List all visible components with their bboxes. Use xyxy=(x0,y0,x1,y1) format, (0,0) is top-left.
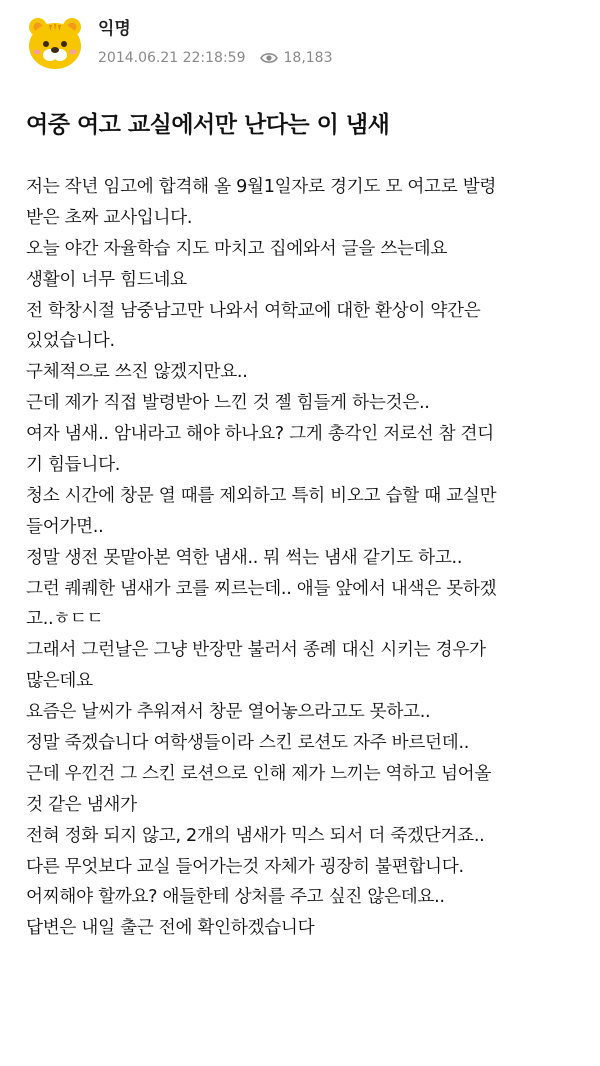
post-body-line: 답변은 내일 출근 전에 확인하겠습니다 xyxy=(26,918,315,939)
post-title: 여중 여고 교실에서만 난다는 이 냄새 xyxy=(26,112,390,138)
post-body-line: 있었습니다. xyxy=(26,331,115,352)
post-body-line: 다른 무엇보다 교실 들어가는것 자체가 굉장히 불편합니다. xyxy=(26,856,464,877)
post-body-line: 청소 시간에 창문 열 때를 제외하고 특히 비오고 습할 때 교실만 xyxy=(26,485,497,506)
post-body-line: 기 힘듭니다. xyxy=(26,455,121,476)
post-body-line: 정말 죽겠습니다 여학생들이라 스킨 로션도 자주 바르던데.. xyxy=(26,733,470,754)
eye-icon xyxy=(260,52,278,64)
post-body-line: 저는 작년 임고에 합격해 올 9월1일자로 경기도 모 여고로 발령 xyxy=(26,177,497,197)
post-body-line: 생활이 너무 힘드네요 xyxy=(26,269,187,290)
post-header xyxy=(26,8,586,78)
post-body-line: 어찌해야 할까요? 애들한테 상처를 주고 싶진 않은데요.. xyxy=(26,887,445,908)
post-body-line: 그래서 그런날은 그냥 반장만 불러서 종례 대신 시키는 경우가 xyxy=(26,640,486,661)
post-body-line: 그런 퀘퀘한 냄새가 코를 찌르는데.. 애들 앞에서 내색은 못하겠 xyxy=(26,578,497,599)
post-body-line: 들어가면.. xyxy=(26,516,104,537)
post-body-line: 근데 우낀건 그 스킨 로션으로 인해 제가 느끼는 역하고 넘어올 xyxy=(26,763,492,784)
post-body-line: 근데 제가 직접 발령받아 느낀 것 젤 힘들게 하는것은.. xyxy=(26,393,430,414)
post-body-line: 전혀 정화 되지 않고, 2개의 냄새가 믹스 되서 더 죽겠단거죠.. xyxy=(26,825,485,846)
post-body-line: 오늘 야간 자율학습 지도 마치고 집에와서 글을 쓰는데요 xyxy=(26,238,448,259)
post-body-line: 요즘은 날씨가 추워져서 창문 열어놓으라고도 못하고.. xyxy=(26,702,431,723)
post-body-line: 것 같은 냄새가 xyxy=(26,794,137,815)
post-body-line: 정말 생전 못맡아본 역한 냄새.. 뭐 썩는 냄새 같기도 하고.. xyxy=(26,547,463,568)
post-body-line: 받은 초짜 교사입니다. xyxy=(26,207,193,228)
post-body-line: 고..ㅎㄷㄷ xyxy=(26,609,104,630)
post-meta xyxy=(98,50,333,66)
post-body xyxy=(26,172,586,944)
tiger-face-icon[interactable] xyxy=(26,14,84,72)
post-body-line: 여자 냄새.. 암내라고 해야 하나요? 그게 총각인 저로선 참 견디 xyxy=(26,424,494,445)
post-body-line: 구체적으로 쓰진 않겠지만요.. xyxy=(26,362,248,383)
post-date: 2014.06.21 22:18:59 xyxy=(98,50,246,66)
author-name[interactable]: 익명 xyxy=(98,19,131,39)
post-body-line: 많은데요 xyxy=(26,671,93,692)
post-body-line: 전 학창시절 남중남고만 나와서 여학교에 대한 환상이 약간은 xyxy=(26,300,481,321)
view-count: 18,183 xyxy=(283,50,333,66)
